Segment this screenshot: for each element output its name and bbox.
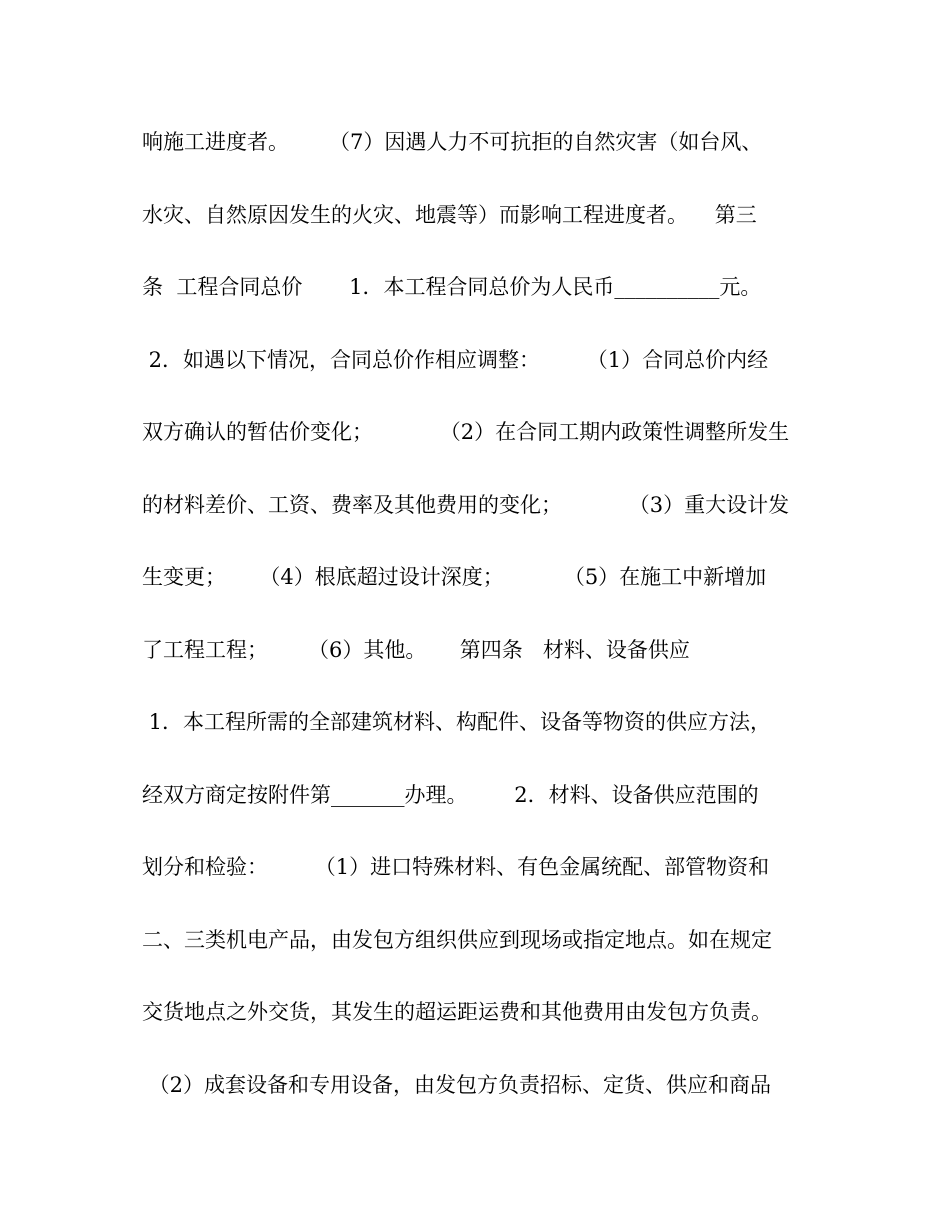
- doc-line: 经双方商定按附件第_______办理。 2．材料、设备供应范围的: [142, 782, 759, 807]
- doc-line: （2）成套设备和专用设备，由发包方负责招标、定货、供应和商品: [142, 1072, 772, 1097]
- doc-line: 2．如遇以下情况，合同总价作相应调整： （1）合同总价内经: [142, 347, 769, 372]
- doc-line: 划分和检验： （1）进口特殊材料、有色金属统配、部管物资和: [142, 855, 770, 879]
- doc-line: 1．本工程所需的全部建筑材料、构配件、设备等物资的供应方法，: [142, 710, 772, 734]
- doc-line: 生变更； （4）根底超过设计深度； （5）在施工中新增加: [142, 565, 767, 589]
- doc-line: 二、三类机电产品，由发包方组织供应到现场或指定地点。如在规定: [142, 927, 772, 952]
- doc-line: 响施工进度者。 （7）因遇人力不可抗拒的自然灾害（如台风、: [142, 130, 763, 154]
- doc-line: 条 工程合同总价 1．本工程合同总价为人民币__________元。: [142, 275, 762, 299]
- doc-line: 了工程工程； （6）其他。 第四条 材料、设备供应: [142, 637, 690, 662]
- doc-line: 的材料差价、工资、费率及其他费用的变化； （3）重大设计发: [142, 492, 790, 517]
- doc-line: 交货地点之外交货，其发生的超运距运费和其他费用由发包方负责。: [142, 1000, 772, 1024]
- doc-line: 双方确认的暂估价变化； （2）在合同工期内政策性调整所发生: [142, 420, 790, 444]
- document-body: [142, 106, 832, 1121]
- doc-line: 水灾、自然原因发生的火灾、地震等）而影响工程进度者。 第三: [142, 202, 757, 227]
